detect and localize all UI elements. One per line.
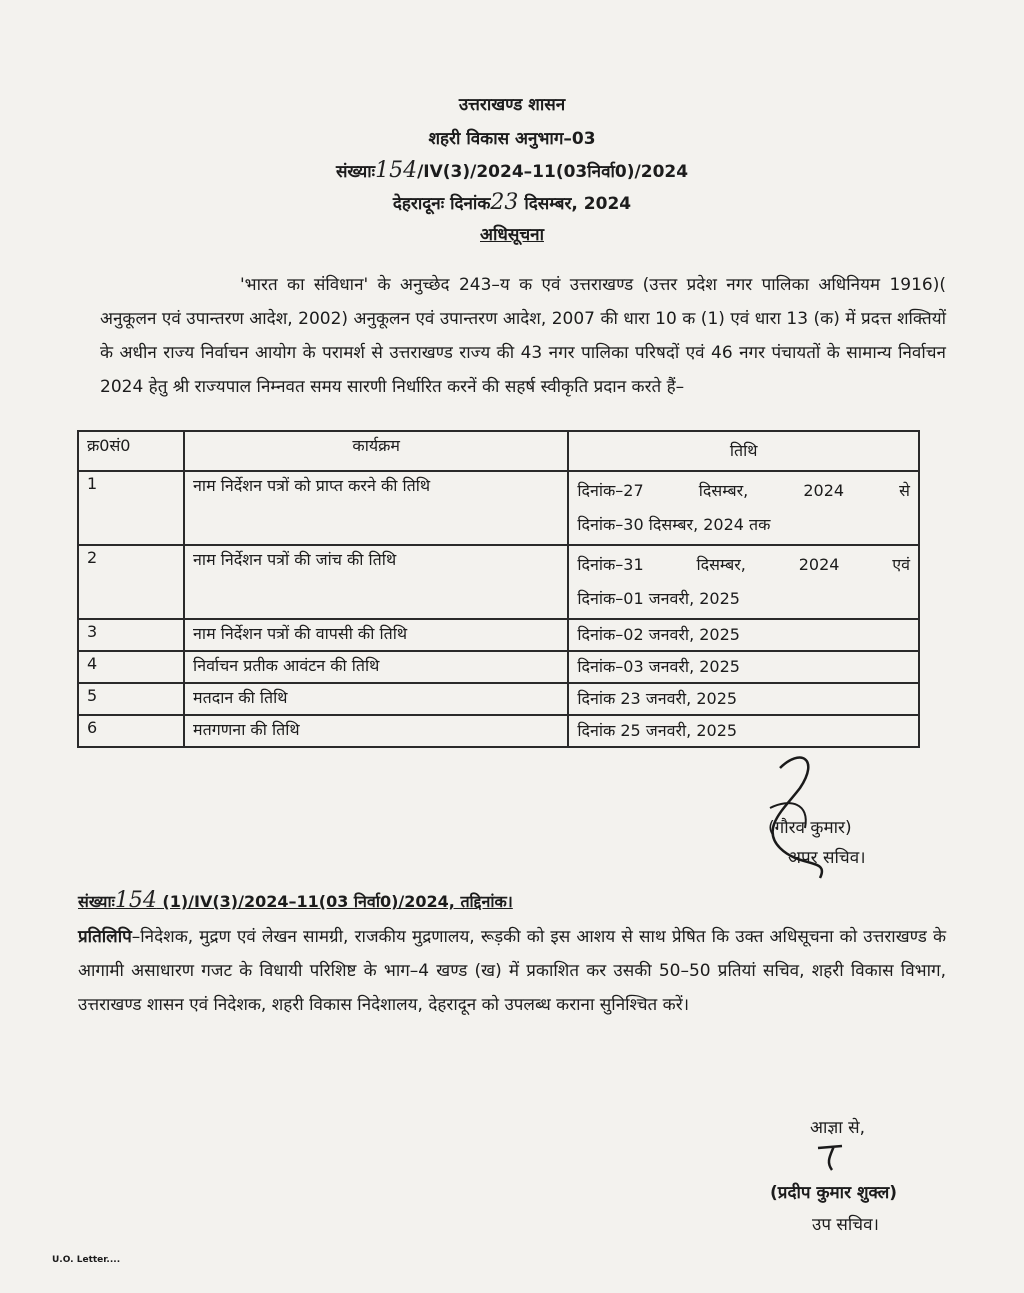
column-header-sn: क्र0सं0 bbox=[78, 431, 184, 471]
row-program: नाम निर्देशन पत्रों की जांच की तिथि bbox=[184, 545, 568, 619]
row-date-line1: दिनांक–27 दिसम्बर, 2024 से bbox=[577, 481, 910, 500]
table-row bbox=[78, 545, 919, 619]
table-row bbox=[78, 683, 919, 715]
copy-reference-suffix: (1)/IV(3)/2024–11(03 निर्वा0)/2024, तद्दिनांक। bbox=[162, 892, 513, 911]
row-sn: 3 bbox=[78, 619, 184, 651]
signature-2-icon bbox=[812, 1138, 852, 1174]
row-date: दिनांक 25 जनवरी, 2025 bbox=[568, 715, 919, 747]
row-sn: 2 bbox=[78, 545, 184, 619]
place-date bbox=[0, 190, 1024, 215]
row-date bbox=[568, 545, 919, 619]
table-row bbox=[78, 471, 919, 545]
department-name: शहरी विकास अनुभाग–03 bbox=[428, 129, 596, 149]
government-name: उत्तराखण्ड शासन bbox=[458, 95, 566, 115]
intro-paragraph: 'भारत का संविधान' के अनुच्छेद 243–य क एवं उत्तराखण्ड (उत्तर प्रदेश नगर पालिका अधिनियम 1916)( अनुकूलन एवं उपान्तरण आदेश, 2002) अनुकूलन एवं उपान्तरण आदेश, 2007 की धारा 10 क (1) एवं धारा 13 (क) में प्रदत्त शक्तियों के अधीन राज्य निर्वाचन आयोग के परामर्श से उत्तराखण्ड राज्य की 43 नगर पालिका परिषदों एवं 46 नगर पंचायतों के सामान्य निर्वाचन 2024 हेतु श्री राज्यपाल निम्नवत समय सारणी निर्धारित करनें की सहर्ष स्वीकृति प्रदान करते हैं– bbox=[100, 275, 946, 397]
row-date: दिनांक 23 जनवरी, 2025 bbox=[568, 683, 919, 715]
order-number-prefix: संख्याः bbox=[335, 162, 376, 182]
signatory-2-designation: उप सचिव। bbox=[812, 1215, 879, 1235]
row-sn: 4 bbox=[78, 651, 184, 683]
order-number-suffix: /IV(3)/2024–11(03निर्वा0)/2024 bbox=[417, 162, 689, 182]
table-row bbox=[78, 619, 919, 651]
row-date-line1: दिनांक–31 दिसम्बर, 2024 एवं bbox=[577, 555, 910, 574]
order-number bbox=[0, 158, 1024, 183]
signatory-2-name: (प्रदीप कुमार शुक्ल) bbox=[770, 1183, 898, 1203]
copy-reference-prefix: संख्याः bbox=[78, 892, 115, 911]
date-handwritten: 23 bbox=[490, 190, 519, 215]
signatory-1-designation: अपर सचिव। bbox=[788, 848, 866, 868]
row-program: नाम निर्देशन पत्रों की वापसी की तिथि bbox=[184, 619, 568, 651]
place-date-prefix: देहरादूनः दिनांक bbox=[392, 194, 491, 214]
copy-paragraph bbox=[78, 920, 946, 1022]
row-program: निर्वाचन प्रतीक आवंटन की तिथि bbox=[184, 651, 568, 683]
row-sn: 1 bbox=[78, 471, 184, 545]
column-header-program: कार्यक्रम bbox=[184, 431, 568, 471]
signatory-1-name: (गौरव कुमार) bbox=[768, 818, 852, 838]
footer-note: U.O. Letter.... bbox=[52, 1255, 121, 1265]
row-sn: 5 bbox=[78, 683, 184, 715]
copy-reference bbox=[78, 888, 513, 913]
row-program: मतदान की तिथि bbox=[184, 683, 568, 715]
row-program: मतगणना की तिथि bbox=[184, 715, 568, 747]
row-sn: 6 bbox=[78, 715, 184, 747]
row-date-line2: दिनांक–30 दिसम्बर, 2024 तक bbox=[577, 515, 771, 534]
row-program: नाम निर्देशन पत्रों को प्राप्त करने की तिथि bbox=[184, 471, 568, 545]
row-date bbox=[568, 471, 919, 545]
order-phrase: आज्ञा से, bbox=[810, 1118, 865, 1138]
place-date-suffix: दिसम्बर, 2024 bbox=[524, 194, 632, 214]
table-row bbox=[78, 715, 919, 747]
row-date-line2: दिनांक–01 जनवरी, 2025 bbox=[577, 589, 740, 608]
table-row bbox=[78, 651, 919, 683]
copy-label: प्रतिलिपि bbox=[78, 927, 132, 947]
copy-reference-handwritten: 154 bbox=[114, 888, 157, 913]
order-number-handwritten: 154 bbox=[375, 158, 418, 183]
copy-text: –निदेशक, मुद्रण एवं लेखन सामग्री, राजकीय मुद्रणालय, रूड़की को इस आशय से साथ प्रेषित कि उक्त अधिसूचना को उत्तराखण्ड के आगामी असाधारण गजट के विधायी परिशिष्ट के भाग–4 खण्ड (ख) में प्रकाशित कर उसकी 50–50 प्रतियां सचिव, शहरी विकास विभाग, उत्तराखण्ड शासन एवं निदेशक, शहरी विकास निदेशालय, देहरादून को उपलब्ध कराना सुनिश्चित करें। bbox=[78, 927, 946, 1015]
notification-title: अधिसूचना bbox=[480, 225, 544, 245]
table-header-row bbox=[78, 431, 919, 471]
schedule-table bbox=[77, 430, 920, 748]
row-date: दिनांक–02 जनवरी, 2025 bbox=[568, 619, 919, 651]
row-date: दिनांक–03 जनवरी, 2025 bbox=[568, 651, 919, 683]
column-header-date: तिथि bbox=[568, 431, 919, 471]
